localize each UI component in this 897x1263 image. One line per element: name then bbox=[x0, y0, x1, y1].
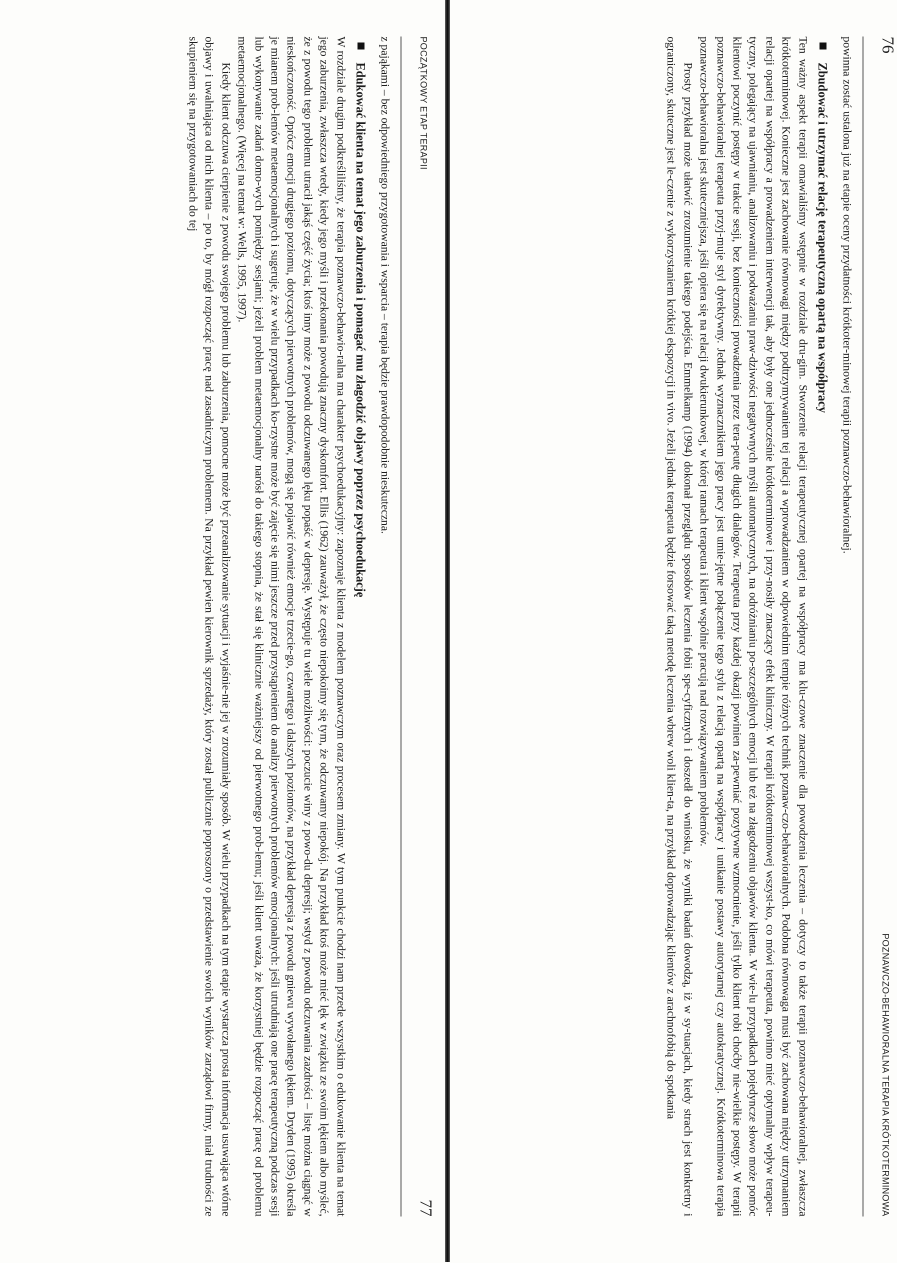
right-running-title: POCZĄTKOWY ETAP TERAPII bbox=[418, 36, 428, 170]
right-section-heading-text: Edukować klienta na temat jego zaburzenia i pomagać mu złagodzić objawy poprzez psychoedukację bbox=[352, 62, 367, 598]
right-paragraph-2: W rozdziale drugim podkreśliliśmy, że terapia poznawczo-behawio-ralna ma charakter psychoedukacyjny: zapoznaje klienta z modelem poznawczym oraz procesem zmiany. W tym punkcie chodzi nam przede wszystkim o edukowanie klienta na temat jego zaburzenia, zwłaszcza wtedy, kiedy jego myśli i przekonania powodują znaczny dyskomfort. Ellis (1962) zauważył, że często niepokoimy się tym, że odczuwamy niepokój. Na przykład ktoś może mieć lęk w związku ze swoim lękiem albo myśleć, że z powodu tego problemu utracił jakąś część życia; ktoś inny może z powodu odczuwanego lęku popaść w depresję. Występuje tu wiele możliwości: poczucie winy z powo-du depresji; wstyd z powodu odczuwania zazdrości – listę można ciągnąć w nieskończoność. Oprócz emocji drugiego poziomu, dotyczących pierwotnych problemów, mogą się pojawić również emocje trzecie-go, czwartego i dalszych poziomów, na przykład depresja z powodu gniewu wywołanego lękiem. Dryden (1995) określa je mianem prob-lemów metaemocjonalnych i sugeruje, że w wielu przypadkach ko-rzystne może być zajęcie się nimi jeszcze przed przystąpieniem do analizy pierwotnych problemów emocjonalnych: jeśli utrudniają one pracę terapeutyczną podczas sesji lub wykonywanie zadań domo-wych pomiędzy sesjami; jeżeli problem metaemocjonalny narósł do takiego stopnia, że stał się klinicznie ważniejszy od pierwotnego prob-lemu; jeśli klient uważa, że korzystniej będzie rozpocząć pracę od problemu metaemocjonalnego. (Więcej na temat w: Wells, 1995, 1997). bbox=[235, 36, 347, 1217]
left-running-header bbox=[862, 37, 897, 1217]
right-running-header bbox=[400, 37, 435, 1217]
right-page-number: 77 bbox=[416, 1199, 435, 1217]
left-paragraph-1: powinna zostać ustalona już na etapie oceny przydatności krótkoter-minowej terapii poznawczo-behawioralnej. bbox=[840, 36, 853, 554]
left-paragraph-3: Prosty przykład może ułatwić zrozumienie takiego podejścia. Emmelkamp (1994) dokonał przeglądu sposobów leczenia fobii spe-cyficznych i doszedł do wniosku, że wyniki badań dowodzą, iż w sy-tuacjach, kiedy strach jest konkretny i ograniczony, skuteczne jest le-czenie z wykorzystaniem krótkiej ekspozycji in vivo. Jeżeli jednak terapeuta będzie forsować taką metodę leczenia wbrew woli klien-ta, na przykład doprowadzając klientów z arachnofobią do spotkania bbox=[664, 36, 694, 1217]
square-bullet-icon bbox=[819, 43, 826, 50]
right-body-text bbox=[184, 37, 392, 1217]
right-paragraph-3: Kiedy klient odczuwa cierpienie z powodu swojego problemu lub zaburzenia, pomocne może być przeanalizowanie sytuacji i wyjaśnie-nie jej w zrozumiały sposób. W wielu przypadkach na tym etapie wystarcza prosta informacja usuwająca wtórne objawy i uwalniająca od nich klienta – po to, by mógł rozpocząć pracę nad zasadniczym problemem. Na przykład pewien kierownik sprzedaży, który został publicznie poproszony o przedstawienie swoich wyników zarządowi firmy, miał trudności ze skupieniem się na przygotowaniach do tej bbox=[185, 36, 232, 1217]
left-page bbox=[460, 1, 897, 1263]
right-paragraph-1: z pająkami – bez odpowiedniego przygotowania i wsparcia – terapia będzie prawdopodobnie nieskuteczna. bbox=[378, 36, 391, 534]
left-section-heading-text: Zbudować i utrzymać relację terapeutyczną opartą na współpracy bbox=[814, 62, 829, 413]
right-section-heading bbox=[352, 37, 367, 1217]
right-page bbox=[0, 1, 435, 1263]
left-paragraph-2: Ten ważny aspekt terapii omawialiśmy wstępnie w rozdziale dru-gim. Stworzenie relacji terapeutycznej opartej na współpracy ma klu-czowe znaczenie dla powodzenia leczenia – dotyczy to także terapii poznawczo-behawioralnej, zwłaszcza krótkoterminowej. Konieczne jest zachowanie równowagi między podtrzymywaniem tej relacji a wprowadzaniem w odpowiednim tempie różnych technik poznaw-czo-behawioralnych. Podobna równowaga musi być zachowana między utrzymaniem relacji opartej na współpracy a prowadzeniem interwencji tak, aby były one jednocześnie krótkoterminowe i przy-nosiły znaczący efekt kliniczny. W terapii krótkoterminowej wszyst-ko, co mówi terapeuta, powinno mieć optymalny wpływ terapeu-tyczny, polegający na ujawnianiu, analizowaniu i podważaniu praw-dziwości negatywnych myśli automatycznych, na odróżnianiu po-szczególnych emocji lub też na złagodzeniu objawów klienta. W wie-lu przypadkach pojedyncze słowo może pomóc klientowi poczynić postępy w trakcie sesji, bez konieczności prowadzenia przez tera-peutę długich dialogów. Terapeuta przy każdej okazji powinien za-pewniać pozytywne wzmocnienie, jeśli tylko klient robi choćby nie-wielkie postępy. W terapii poznawczo-behawioralnej terapeuta przyj-muje styl dyrektywny. Jednak wyznacznikiem jego pracy jest umie-jętne połączenie tego stylu z relacją opartą na współpracy i unikanie postawy autorytarnej czy autokratycznej. Krótkoterminowa terapia poznawczo-behawioralna jest skuteczniejsza, jeśli opiera się na relacji dwukierunkowej, w której ramach terapeuta i klient wspólnie pracują nad rozwiązywaniem problemów. bbox=[697, 36, 809, 1217]
square-bullet-icon bbox=[357, 43, 364, 50]
left-running-title: POZNAWCZO-BEHAWIORALNA TERAPIA KRÓTKOTERMINOWA bbox=[880, 933, 890, 1217]
book-gutter bbox=[445, 0, 450, 1262]
left-section-heading bbox=[814, 37, 829, 1217]
left-page-number: 76 bbox=[878, 36, 897, 54]
left-body-text bbox=[662, 37, 854, 1217]
